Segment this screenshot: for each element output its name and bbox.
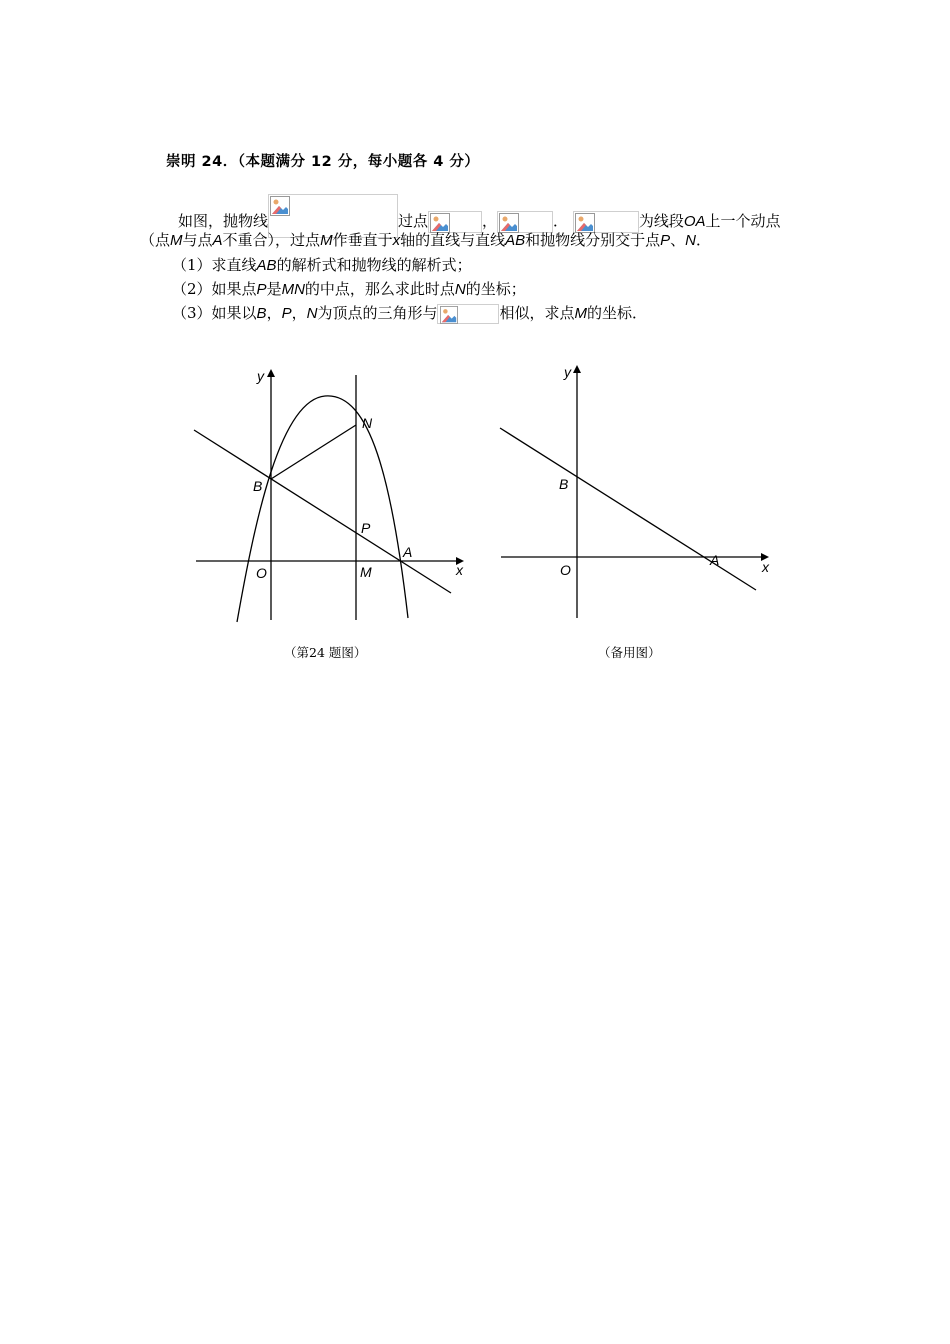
label-b: B (253, 478, 263, 494)
label-a: A (710, 552, 720, 568)
figure-1-caption: （第24 题图） (284, 645, 367, 660)
label-x: x (762, 559, 769, 575)
figure-2-caption: （备用图） (598, 645, 661, 660)
label-y: y (564, 364, 571, 380)
line-ab (194, 430, 451, 593)
figure-1-graph (180, 360, 480, 630)
label-a: A (403, 544, 413, 560)
question-2: （2）如果点P是MN的中点，那么求此时点N的坐标； (172, 280, 526, 298)
segment-bn (271, 425, 356, 479)
triangle-image (437, 304, 499, 324)
question-1: （1）求直线AB的解析式和抛物线的解析式； (172, 256, 472, 274)
label-x: x (456, 562, 463, 578)
label-y: y (257, 368, 264, 384)
label-m: M (360, 564, 372, 580)
question-3: （3）如果以B，P，N为顶点的三角形与 相似，求点M的坐标． (172, 304, 647, 322)
parabola (237, 396, 408, 622)
problem-line-1: 如图，抛物线 过点 ， ． 为线段OA上一个动点 (178, 194, 781, 238)
problem-line-2: （点M与点A不重合），过点M作垂直于x轴的直线与直线AB和抛物线分别交于点P、N． (140, 231, 712, 249)
figure-2-graph (490, 360, 790, 630)
label-n: N (362, 415, 373, 431)
label-o: O (256, 565, 267, 581)
problem-title: 崇明 24．（本题满分 12 分，每小题各 4 分） (166, 154, 480, 170)
label-p: P (361, 520, 371, 536)
label-o: O (560, 562, 571, 578)
label-b: B (559, 476, 569, 492)
